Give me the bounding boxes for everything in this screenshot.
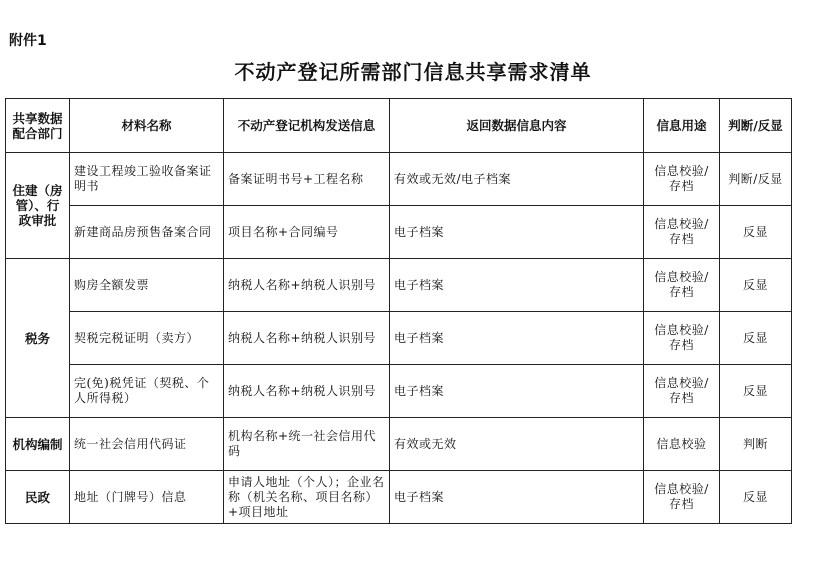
return-info-cell: 电子档案	[390, 471, 644, 524]
dept-cell: 民政	[6, 471, 70, 524]
send-info-cell: 纳税人名称+纳税人识别号	[224, 259, 390, 312]
display-cell: 判断	[720, 418, 792, 471]
send-info-cell: 备案证明书号+工程名称	[224, 153, 390, 206]
table-row	[6, 153, 792, 206]
header-material: 材料名称	[70, 99, 224, 153]
display-cell: 反显	[720, 259, 792, 312]
return-info-cell: 电子档案	[390, 312, 644, 365]
table-row	[6, 206, 792, 259]
material-cell: 地址（门牌号）信息	[70, 471, 224, 524]
return-info-cell: 电子档案	[390, 259, 644, 312]
table-header-row	[6, 99, 792, 153]
usage-cell: 信息校验/存档	[644, 365, 720, 418]
sharing-requirements-table	[5, 98, 792, 524]
usage-cell: 信息校验/存档	[644, 471, 720, 524]
dept-cell: 住建（房管）、行政审批	[6, 153, 70, 259]
material-cell: 新建商品房预售备案合同	[70, 206, 224, 259]
material-cell: 契税完税证明（卖方）	[70, 312, 224, 365]
usage-cell: 信息校验/存档	[644, 259, 720, 312]
display-cell: 判断/反显	[720, 153, 792, 206]
usage-cell: 信息校验/存档	[644, 312, 720, 365]
send-info-cell: 申请人地址（个人）；企业名称（机关名称、项目名称）+项目地址	[224, 471, 390, 524]
table-row	[6, 471, 792, 524]
send-info-cell: 项目名称+合同编号	[224, 206, 390, 259]
page-title: 不动产登记所需部门信息共享需求清单	[234, 60, 592, 84]
return-info-cell: 有效或无效/电子档案	[390, 153, 644, 206]
usage-cell: 信息校验	[644, 418, 720, 471]
send-info-cell: 纳税人名称+纳税人识别号	[224, 312, 390, 365]
display-cell: 反显	[720, 365, 792, 418]
annex-label: 附件1	[9, 33, 47, 49]
table-row	[6, 418, 792, 471]
header-usage: 信息用途	[644, 99, 720, 153]
table-row	[6, 312, 792, 365]
dept-cell: 税务	[6, 259, 70, 418]
display-cell: 反显	[720, 471, 792, 524]
header-dept: 共享数据配合部门	[6, 99, 70, 153]
usage-cell: 信息校验/存档	[644, 206, 720, 259]
return-info-cell: 有效或无效	[390, 418, 644, 471]
return-info-cell: 电子档案	[390, 206, 644, 259]
send-info-cell: 机构名称+统一社会信用代码	[224, 418, 390, 471]
display-cell: 反显	[720, 206, 792, 259]
material-cell: 统一社会信用代码证	[70, 418, 224, 471]
send-info-cell: 纳税人名称+纳税人识别号	[224, 365, 390, 418]
return-info-cell: 电子档案	[390, 365, 644, 418]
material-cell: 建设工程竣工验收备案证明书	[70, 153, 224, 206]
display-cell: 反显	[720, 312, 792, 365]
header-send-info: 不动产登记机构发送信息	[224, 99, 390, 153]
header-return-info: 返回数据信息内容	[390, 99, 644, 153]
material-cell: 购房全额发票	[70, 259, 224, 312]
dept-cell: 机构编制	[6, 418, 70, 471]
material-cell: 完(免)税凭证（契税、个人所得税）	[70, 365, 224, 418]
table-row	[6, 365, 792, 418]
usage-cell: 信息校验/存档	[644, 153, 720, 206]
header-display: 判断/反显	[720, 99, 792, 153]
table-row	[6, 259, 792, 312]
